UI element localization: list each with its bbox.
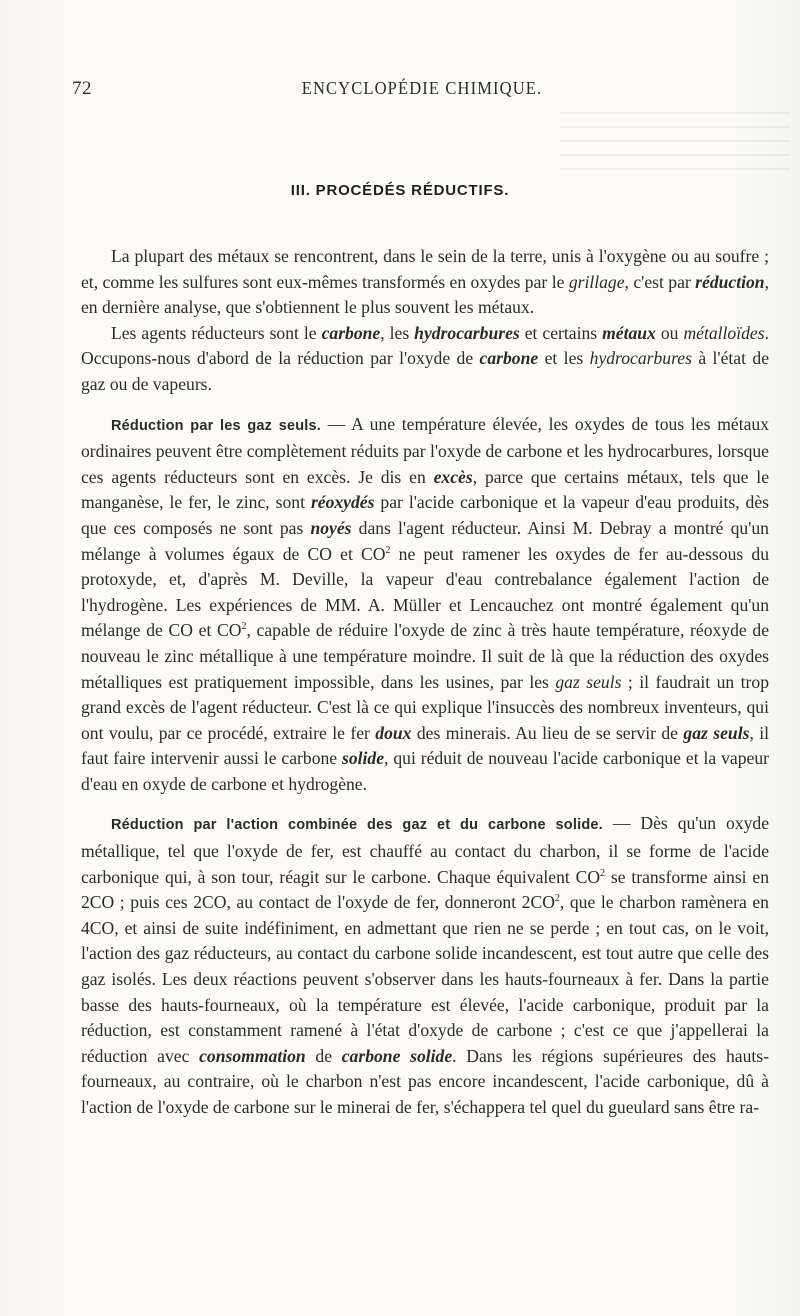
text-run: ou [655,322,684,343]
emphasis: consommation [199,1045,306,1066]
emphasis: métalloïdes [683,322,765,343]
text-run: , les [380,322,415,343]
emphasis: hydrocarbures [589,348,692,369]
text-run: et les [538,348,590,369]
emphasis: hydrocarbures [414,322,520,343]
text-run: à l'état de gaz ou de vapeurs. [81,348,770,394]
superscript: 2 [241,621,247,633]
emphasis: grillage [568,271,625,292]
text-run: — Dès qu'un oxyde métallique, tel que l'oxyde de fer, est chauffé au contact du charbon, il se forme de l'acide carbonique qui, à son tour, réagit sur le carbone. Chaque équivalent CO [81,813,769,887]
text-run: . Occupons-nous d'abord de la réduction par l'oxyde de [81,322,769,369]
emphasis: carbone [479,348,539,369]
emphasis: carbone [321,322,381,343]
text-run: se transforme ainsi en 2CO ; puis ces 2CO, au contact de l'oxyde de fer, donneront 2CO [81,866,769,913]
emphasis: excès [433,466,473,487]
text-run: , en dernière analyse, que s'obtiennent le plus souvent les métaux. [81,271,769,318]
paragraph-agents [81,321,769,398]
text-run: , capable de réduire l'oxyde de zinc à très haute température, réoxyde de nouveau le zinc métallique à une température moindre. Il suit de là que la réduction des oxydes métalliques est pratiquement impossible, dans les usines, par les [81,620,769,692]
emphasis: carbone solide [341,1045,453,1066]
emphasis: métaux [602,322,656,343]
text-run: de [305,1045,342,1066]
text-run: La plupart des métaux se rencontrent, dans le sein de la terre, unis à l'oxygène ou au soufre ; et, comme les sulfures sont eux-mêmes transformés en oxydes par le [81,246,769,292]
emphasis: noyés [310,517,352,538]
emphasis: doux [375,722,412,743]
text-run: , il faut faire intervenir aussi le carbone [81,722,770,769]
paragraph-gas-reduction [81,412,769,798]
emphasis: gaz seuls [555,671,622,692]
text-run: , qui réduit de nouveau l'acide carbonique et la vapeur d'eau en oxyde de carbone et hydrogène. [81,748,769,794]
text-run: dans l'agent réducteur. Ainsi M. Debray a montré qu'un mélange à volumes égaux de CO et CO [81,517,769,564]
page-header [72,78,772,106]
text-run: par l'acide carbonique et la vapeur d'eau produits, dès que ces composés ne sont pas [81,492,770,538]
superscript: 2 [600,867,606,879]
text-run: Les agents réducteurs sont le [111,322,322,343]
paragraph-lead: Réduction par les gaz seuls. [111,417,322,434]
body-text [81,244,769,1121]
text-run: — A une température élevée, les oxydes de tous les métaux ordinaires peuvent être complètement réduits par l'oxyde de carbone et les hydrocarbures, lorsque ces agents réducteurs sont en excès. Je dis en [81,413,769,487]
page-number: 72 [72,78,92,99]
text-run: ne peut ramener les oxydes de fer au-dessous du protoxyde, et, d'après M. Deville, la vapeur d'eau contrebalance également l'action de l'hydrogène. Les expériences de MM. A. Müller et Lencauchez ont montré également qu'un mélange de CO et CO [81,543,769,641]
paragraph-intro [81,244,769,321]
paragraph-lead: Réduction par l'action combinée des gaz et du carbone solide. [111,817,603,834]
section-title: III. PROCÉDÉS RÉDUCTIFS. [290,182,510,199]
text-run: , que le charbon ramènera en 4CO, et ainsi de suite indéfiniment, en admettant que rien ne se perde ; en tout cas, on le voit, l'action des gaz réducteurs, au contact du carbone solide incandescent, est tout autre que celle des gaz isolés. Les deux réactions peuvent s'observer dans les hauts-fourneaux à fer. Dans la partie basse des hauts-fourneaux, où la température est élevée, l'acide carbonique, produit par la réduction, est constamment ramené à l'état d'oxyde de carbone ; c'est ce que j'appellerai la réduction avec [81,892,769,1066]
text-run: ; il faudrait un trop grand excès de l'agent réducteur. C'est là ce qui explique l'insuccès des nombreux inventeurs, qui ont voulu, par ce procédé, extraire le fer [81,671,770,743]
text-run: , c'est par [624,271,696,292]
superscript: 2 [554,893,560,905]
show-through-text [560,110,790,170]
text-run: , parce que certains métaux, tels que le manganèse, le fer, le zinc, sont [81,466,770,513]
text-run: . Dans les régions supérieures des hauts-fourneaux, au contraire, où le charbon n'est pas encore incandescent, l'acide carbonique, dû à l'action de l'oxyde de carbone sur le minerai de fer, s'échappera tel quel du gueulard sans être ra- [81,1045,769,1117]
running-title: ENCYCLOPÉDIE CHIMIQUE. [301,78,543,98]
emphasis: réduction [695,271,765,292]
emphasis: réoxydés [310,492,375,513]
paragraph-combined-reduction [81,811,769,1120]
text-run: et certains [519,322,603,343]
text-run: des minerais. Au lieu de se servir de [411,722,684,743]
emphasis: gaz seuls [683,722,750,743]
emphasis: solide [342,748,385,769]
superscript: 2 [385,544,391,556]
